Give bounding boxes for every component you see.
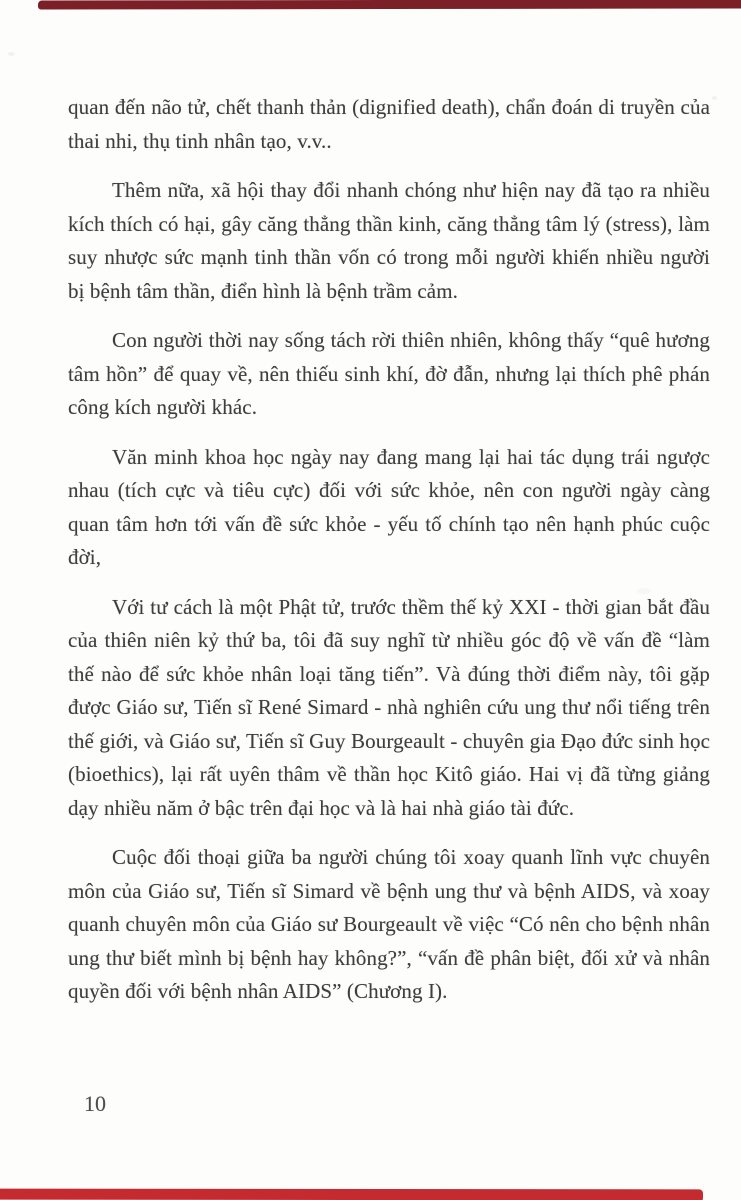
book-cover-edge-top (38, 0, 741, 9)
page-number: 10 (84, 1091, 106, 1116)
paragraph: Với tư cách là một Phật tử, trước thềm thế kỷ XXI - thời gian bắt đầu của thiên niên kỷ thứ ba, tôi đã suy nghĩ từ nhiều góc độ về vấn đề “làm thế nào để sức khỏe nhân loại tăng tiến”. Và đúng thời điểm này, tôi gặp được Giáo sư, Tiến sĩ René Simard - nhà nghiên cứu ung thư nổi tiếng trên thế giới, và Giáo sư, Tiến sĩ Guy Bourgeault - chuyên gia Đạo đức sinh học (bioethics), lại rất uyên thâm về thần học Kitô giáo. Hai vị đã từng giảng dạy nhiều năm ở bậc trên đại học và là hai nhà giáo tài đức. (68, 594, 710, 820)
paragraph: Văn minh khoa học ngày nay đang mang lại hai tác dụng trái ngược nhau (tích cực và tiêu cực) đối với sức khỏe, nên con người ngày càng quan tâm hơn tới vấn đề sức khỏe - yếu tố chính tạo nên hạnh phúc cuộc đời, (68, 444, 710, 569)
paragraph: Cuộc đối thoại giữa ba người chúng tôi xoay quanh lĩnh vực chuyên môn của Giáo sư, Tiến sĩ Simard về bệnh ung thư và bệnh AIDS, và xoay quanh chuyên môn của Giáo sư Bourgeault về việc “Có nên cho bệnh nhân ung thư biết mình bị bệnh hay không?”, “vấn đề phân biệt, đối xử và nhân quyền đối với bệnh nhân AIDS” (Chương I). (68, 845, 710, 1003)
paragraph: Thêm nữa, xã hội thay đổi nhanh chóng như hiện nay đã tạo ra nhiều kích thích có hại, gây căng thẳng thần kinh, căng thẳng tâm lý (stress), làm suy nhược sức mạnh tinh thần vốn có trong mỗi người khiến nhiều người bị bệnh tâm thần, điển hình là bệnh trầm cảm. (68, 178, 710, 303)
paragraph: Con người thời nay sống tách rời thiên nhiên, không thấy “quê hương tâm hồn” để quay về, nên thiếu sinh khí, đờ đẫn, nhưng lại thích phê phán công kích người khác. (68, 328, 710, 419)
book-cover-edge-bottom (0, 1189, 703, 1200)
scan-speck (372, 896, 390, 902)
scan-speck (8, 52, 15, 56)
page-text-block (68, 91, 710, 1025)
scan-speck (712, 96, 717, 100)
scan-speck (637, 588, 651, 594)
paragraph-continuation: quan đến não tử, chết thanh thản (dignified death), chẩn đoán di truyền của thai nhi, thụ tinh nhân tạo, v.v.. (68, 95, 710, 153)
